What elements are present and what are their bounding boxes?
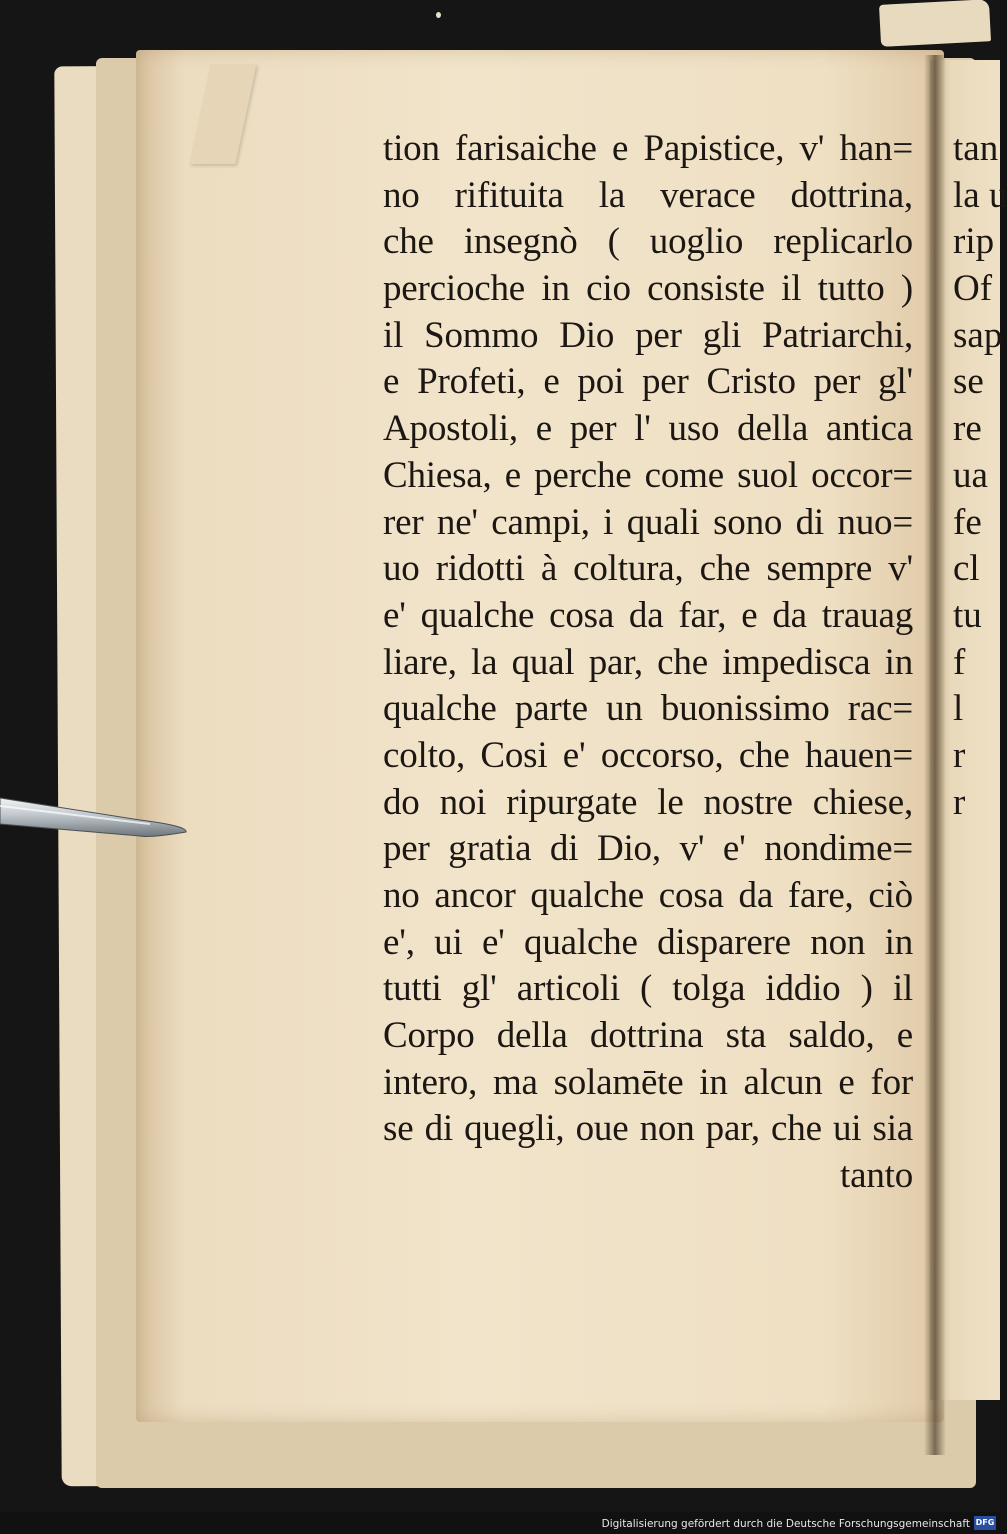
- text-line: no rifituita la verace dottrina,: [383, 174, 913, 216]
- text-line: rer ne' campi, i quali sono di nuo=: [383, 501, 913, 543]
- catchword: tanto: [840, 1155, 913, 1197]
- text-line: e' qualche cosa da far, e da trauag: [383, 594, 913, 636]
- facing-text-line: tu: [953, 594, 982, 636]
- text-line: e Profeti, e poi per Cristo per gl': [383, 361, 913, 403]
- facing-text-line: r: [953, 781, 966, 823]
- text-line: uo ridotti à coltura, che sempre v': [383, 548, 913, 590]
- facing-text-line: re: [953, 408, 982, 450]
- text-line: qualche parte un buonissimo rac=: [383, 688, 913, 730]
- text-line: colto, Cosi e' occorso, che hauen=: [383, 734, 913, 776]
- footer-bar: [0, 1512, 1000, 1534]
- facing-text-line: f: [953, 641, 966, 683]
- dust-speck: [436, 12, 441, 18]
- text-line: e', ui e' qualche disparere non in: [383, 921, 913, 963]
- text-line: per gratia di Dio, v' e' nondime=: [383, 828, 913, 870]
- text-line: Apostoli, e per l' uso della antica: [383, 408, 913, 450]
- text-line: tutti gl' articoli ( tolga iddio ) il: [383, 968, 913, 1010]
- text-line: percioche in cio consiste il tutto ): [383, 268, 913, 310]
- text-line: tion farisaiche e Papistice, v' han=: [383, 128, 913, 169]
- text-line: che insegnò ( uoglio replicarlo: [383, 221, 913, 263]
- book-gutter: [924, 55, 946, 1455]
- text-line: il Sommo Dio per gli Patriarchi,: [383, 314, 913, 356]
- funding-credit: Digitalisierung gefördert durch die Deutsche Forschungsgemeinschaft: [601, 1518, 970, 1530]
- text-line: Chiesa, e perche come suol occor=: [383, 454, 913, 496]
- facing-page-text: [953, 126, 1007, 826]
- dfg-logo: DFG: [974, 1516, 996, 1530]
- facing-text-line: Of: [953, 268, 993, 310]
- page-pointer-icon: [0, 790, 190, 840]
- facing-text-line: r: [953, 734, 966, 776]
- facing-text-line: ua: [953, 454, 988, 496]
- page-text: [383, 126, 913, 1200]
- text-line: no ancor qualche cosa da fare, ciò: [383, 875, 913, 916]
- facing-text-line: cl: [953, 548, 980, 590]
- facing-text-line: fe: [953, 501, 982, 543]
- facing-text-line: la u: [953, 174, 1007, 216]
- text-line: intero, ma solamēte in alcun e for: [383, 1061, 913, 1103]
- text-line: Corpo della dottrina sta saldo, e: [383, 1015, 913, 1057]
- facing-text-line: sap: [953, 314, 1003, 356]
- text-line: liare, la qual par, che impedisca in: [383, 641, 913, 683]
- text-line: do noi ripurgate le nostre chiese,: [383, 781, 913, 823]
- facing-text-line: rip: [953, 221, 995, 263]
- torn-paper-scrap: [879, 0, 991, 47]
- facing-text-line: tan: [953, 128, 999, 169]
- facing-text-line: se: [953, 361, 984, 403]
- facing-text-line: l: [953, 688, 964, 730]
- text-line: se di quegli, oue non par, che ui sia: [383, 1108, 913, 1150]
